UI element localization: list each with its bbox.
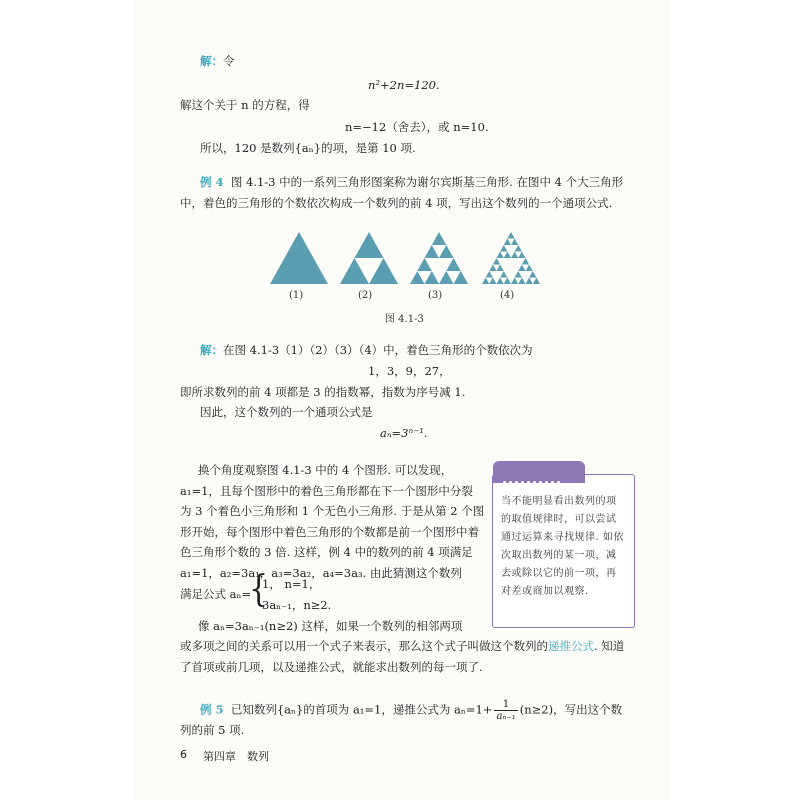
sequence-values: 1，3，9，27， bbox=[368, 364, 451, 378]
recurrence-fraction bbox=[494, 699, 517, 722]
solution-2-text1: 在图 4.1-3（1）（2）（3）（4）中，着色三角形的个数依次为 bbox=[223, 343, 533, 357]
example-5-text1: 已知数列{aₙ}的首项为 a₁=1，递推公式为 aₙ=1+ bbox=[230, 702, 493, 717]
fraction-numerator: 1 bbox=[494, 699, 517, 711]
sierpinski-triangle-2 bbox=[340, 232, 398, 284]
shaded-triangle bbox=[340, 258, 369, 284]
para-line-8: 像 aₙ=3aₙ₋₁(n≥2) 这样，如果一个数列的相邻两项 bbox=[198, 619, 463, 633]
shaded-triangle bbox=[355, 232, 384, 258]
shaded-triangle bbox=[511, 252, 518, 259]
shaded-triangle bbox=[504, 239, 511, 246]
solution-intro-text: 令 bbox=[223, 54, 235, 68]
shaded-triangle bbox=[533, 278, 540, 285]
solution-2-label: 解： bbox=[200, 343, 223, 357]
para-line-3: 为 3 个着色小三角形和 1 个无色小三角形. 于是从第 2 个图 bbox=[180, 504, 485, 518]
equation-roots: n=−12（舍去），或 n=10. bbox=[345, 120, 489, 134]
shaded-triangle bbox=[497, 278, 504, 285]
shaded-triangle bbox=[489, 265, 496, 272]
figure-label-4: (4) bbox=[500, 290, 515, 301]
shaded-triangle bbox=[522, 258, 529, 265]
shaded-triangle bbox=[518, 265, 525, 272]
shaded-triangle bbox=[518, 252, 525, 259]
shaded-triangle bbox=[526, 265, 533, 272]
sierpinski-triangle-1 bbox=[270, 232, 328, 284]
page-number: 6 bbox=[180, 748, 187, 761]
para-line-5: 色三角形个数的 3 倍. 这样，例 4 中的数列的前 4 项满足 bbox=[180, 545, 473, 559]
side-note-text: 当不能明显看出数列的项的取值规律时，可以尝试通过运算来寻找规律. 如依次取出数列的某一项，减去或除以它的前一项，再对差或商加以观察. bbox=[501, 496, 624, 597]
shaded-triangle bbox=[497, 265, 504, 272]
shaded-triangle bbox=[425, 271, 440, 284]
shaded-triangle bbox=[493, 258, 500, 265]
example-5-line2: 列的前 5 项. bbox=[180, 723, 245, 737]
solution-1-line2: 解这个关于 n 的方程，得 bbox=[180, 98, 310, 112]
piecewise-case-2: 3aₙ₋₁，n≥2. bbox=[262, 598, 332, 612]
shaded-triangle bbox=[446, 258, 461, 271]
example-4-text1: 图 4.1-3 中的一系列三角形图案称为谢尔宾斯基三角形. 在图中 4 个大三角形 bbox=[230, 175, 624, 189]
solution-2-line3: 因此，这个数列的一个通项公式是 bbox=[200, 405, 373, 419]
shaded-triangle bbox=[439, 245, 454, 258]
shaded-triangle bbox=[482, 278, 489, 285]
figure-label-3: (3) bbox=[428, 290, 443, 301]
solution-2-line2: 即所求数列的前 4 项都是 3 的指数幂，指数为序号减 1. bbox=[180, 385, 466, 399]
para-line-1: 换个角度观察图 4.1-3 中的 4 个图形. 可以发现， bbox=[198, 463, 453, 477]
shaded-triangle bbox=[515, 271, 522, 278]
shaded-triangle bbox=[500, 271, 507, 278]
para-line-4: 形开始，每个图形中着色三角形的个数都是前一个图形中着 bbox=[180, 525, 479, 539]
shaded-triangle bbox=[270, 232, 328, 284]
shaded-triangle bbox=[489, 278, 496, 285]
solution-label: 解： bbox=[200, 54, 223, 68]
recurrence-term: 递推公式 bbox=[548, 639, 594, 653]
general-term-formula: aₙ=3ⁿ⁻¹. bbox=[380, 426, 428, 440]
figure-label-2: (2) bbox=[358, 290, 373, 301]
chapter-title: 第四章 数列 bbox=[203, 750, 269, 763]
solution-1-intro bbox=[200, 53, 235, 69]
para-line-9-end: . 知道 bbox=[594, 639, 625, 653]
shaded-triangle bbox=[526, 278, 533, 285]
shaded-triangle bbox=[518, 278, 525, 285]
shaded-triangle bbox=[515, 245, 522, 252]
shaded-triangle bbox=[410, 271, 425, 284]
para-line-7: 满足公式 aₙ= bbox=[180, 587, 252, 601]
para-line-9-text: 或多项之间的关系可以用一个式子来表示，那么这个式子叫做这个数列的 bbox=[180, 639, 548, 653]
shaded-triangle bbox=[504, 278, 511, 285]
equation-n-squared: n²+2n=120. bbox=[368, 78, 440, 92]
shaded-triangle bbox=[507, 232, 514, 239]
example-4-line2: 中，着色的三角形的个数依次构成一个数列的前 4 项，写出这个数列的一个通项公式. bbox=[180, 196, 613, 210]
shaded-triangle bbox=[417, 258, 432, 271]
shaded-triangle bbox=[425, 245, 440, 258]
figure-caption: 图 4.1-3 bbox=[385, 314, 424, 325]
example-4-line1 bbox=[200, 174, 623, 190]
para-line-10: 了首项或前几项，以及递推公式，就能求出数列的每一项了. bbox=[180, 660, 483, 674]
side-note-tab-dots bbox=[503, 469, 563, 488]
para-line-6: a₁=1，a₂=3a₁，a₃=3a₂，a₄=3a₃. 由此猜测这个数列 bbox=[180, 566, 462, 580]
para-line-9 bbox=[180, 638, 624, 654]
example-5-text2: (n≥2)，写出这个数 bbox=[519, 702, 623, 717]
shaded-triangle bbox=[439, 271, 454, 284]
shaded-triangle bbox=[369, 258, 398, 284]
example-4-label: 例 4 bbox=[200, 175, 224, 189]
piecewise-brace: { bbox=[249, 568, 269, 611]
side-note-tab bbox=[493, 461, 585, 483]
piecewise-case-1: 1， n=1， bbox=[262, 577, 321, 591]
solution-1-conclusion: 所以，120 是数列{aₙ}的项，是第 10 项. bbox=[200, 141, 416, 155]
para-line-2: a₁=1，且每个图形中的着色三角形都在下一个图形中分裂 bbox=[180, 484, 473, 498]
solution-2-line1 bbox=[200, 342, 533, 358]
sierpinski-triangle-4 bbox=[482, 232, 540, 284]
side-note-box bbox=[492, 474, 635, 628]
sierpinski-figure bbox=[268, 230, 548, 286]
fraction-denominator: aₙ₋₁ bbox=[496, 711, 516, 722]
example-5-line1 bbox=[200, 699, 622, 722]
sierpinski-triangle-3 bbox=[410, 232, 468, 284]
shaded-triangle bbox=[497, 252, 504, 259]
shaded-triangle bbox=[511, 278, 518, 285]
shaded-triangle bbox=[511, 239, 518, 246]
shaded-triangle bbox=[504, 252, 511, 259]
shaded-triangle bbox=[454, 271, 469, 284]
example-5-label: 例 5 bbox=[200, 702, 224, 717]
shaded-triangle bbox=[486, 271, 493, 278]
shaded-triangle bbox=[500, 245, 507, 252]
shaded-triangle bbox=[432, 232, 447, 245]
figure-label-1: (1) bbox=[289, 290, 304, 301]
shaded-triangle bbox=[529, 271, 536, 278]
